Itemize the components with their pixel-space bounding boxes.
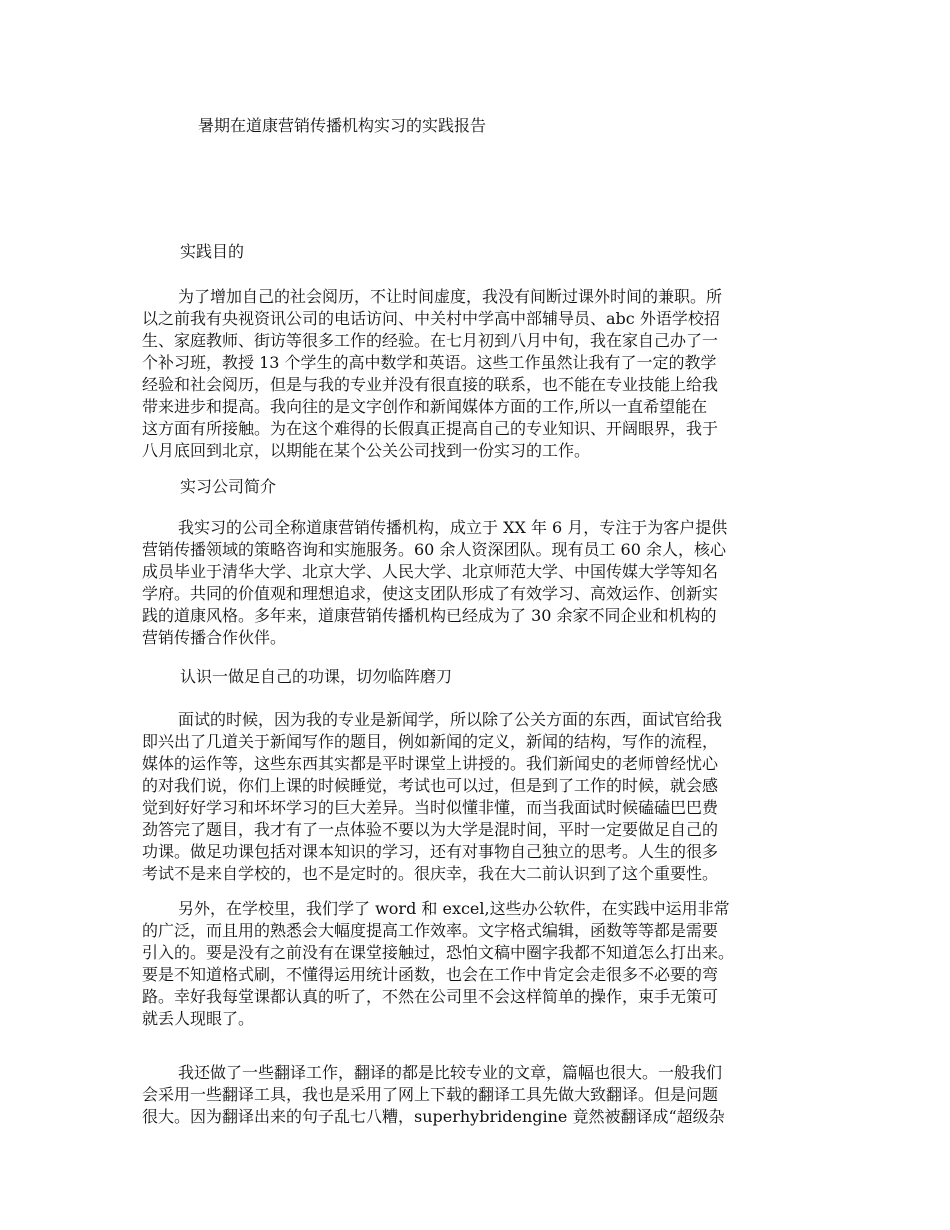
text-line: 另外，在学校里，我们学了 word 和 excel,这些办公软件，在实践中运用非常 [178, 899, 730, 918]
text-line: 带来进步和提高。我向往的是文字创作和新闻媒体方面的工作,所以一直希望能在 [142, 397, 708, 416]
paragraph-interview [142, 709, 812, 885]
text-line: 经验和社会阅历，但是与我的专业并没有很直接的联系，也不能在专业技能上给我 [142, 375, 719, 394]
text-line: 营销传播合作伙伴。 [142, 628, 287, 647]
text-line: 我实习的公司全称道康营销传播机构，成立于 XX 年 6 月，专注于为客户提供 [178, 518, 728, 537]
paragraph-company [142, 517, 812, 649]
paragraph-translation [142, 1062, 812, 1128]
text-line: 劲答完了题目，我才有了一点体验不要以为大学是混时间，平时一定要做足自己的 [142, 820, 719, 839]
text-line: 很大。因为翻译出来的句子乱七八糟，superhybridengine 竟然被翻译成“超级杂 [142, 1107, 725, 1126]
text-line: 以之前我有央视资讯公司的电话访问、中关村中学高中部辅导员、abc 外语学校招 [142, 309, 720, 328]
document-title: 暑期在道康营销传播机构实习的实践报告 [198, 116, 487, 135]
text-line: 营销传播领域的策略咨询和实施服务。60 余人资深团队。现有员工 60 余人，核心 [142, 540, 726, 559]
text-line: 要是不知道格式刷，不懂得运用统计函数，也会在工作中肯定会走很多不必要的弯 [142, 965, 719, 984]
text-line: 即兴出了几道关于新闻写作的题目，例如新闻的定义，新闻的结构，写作的流程， [142, 732, 719, 751]
text-line: 就丢人现眼了。 [142, 1009, 255, 1028]
text-line: 觉到好好学习和坏坏学习的巨大差异。当时似懂非懂，而当我面试时候磕磕巴巴费 [142, 798, 719, 817]
text-line: 面试的时候，因为我的专业是新闻学，所以除了公关方面的东西，面试官给我 [178, 710, 723, 729]
text-line: 媒体的运作等，这些东西其实都是平时课堂上讲授的。我们新闻史的老师曾经忧心 [142, 754, 719, 773]
text-line: 的广泛，而且用的熟悉会大幅度提高工作效率。文字格式编辑，函数等等都是需要 [142, 921, 719, 940]
text-line: 路。幸好我每堂课都认真的听了，不然在公司里不会这样简单的操作，束手无策可 [142, 987, 719, 1006]
paragraph-office-software [142, 898, 812, 1030]
text-line: 践的道康风格。多年来，道康营销传播机构已经成为了 30 余家不同企业和机构的 [142, 606, 717, 625]
text-line: 我还做了一些翻译工作，翻译的都是比较专业的文章，篇幅也很大。一般我们 [178, 1063, 723, 1082]
paragraph-purpose [142, 286, 812, 462]
text-line: 的对我们说，你们上课的时候睡觉，考试也可以过，但是到了工作的时候，就会感 [142, 776, 719, 795]
text-line: 个补习班，教授 13 个学生的高中数学和英语。这些工作虽然让我有了一定的教学 [142, 353, 717, 372]
text-line: 八月底回到北京，以期能在某个公关公司找到一份实习的工作。 [142, 441, 591, 460]
section-heading-company: 实习公司简介 [180, 477, 277, 496]
text-line: 学府。共同的价值观和理想追求，使这支团队形成了有效学习、高效运作、创新实 [142, 584, 719, 603]
section-heading-purpose: 实践目的 [180, 242, 245, 261]
text-line: 会采用一些翻译工具，我也是采用了网上下载的翻译工具先做大致翻译。但是问题 [142, 1085, 719, 1104]
text-line: 引入的。要是没有之前没有在课堂接触过，恐怕文稿中圈字我都不知道怎么打出来。 [142, 943, 735, 962]
text-line: 这方面有所接触。为在这个难得的长假真正提高自己的专业知识、开阔眼界，我于 [142, 419, 719, 438]
section-heading-preparation: 认识一做足自己的功课，切勿临阵磨刀 [180, 667, 453, 686]
text-line: 功课。做足功课包括对课本知识的学习，还有对事物自己独立的思考。人生的很多 [142, 842, 719, 861]
text-line: 为了增加自己的社会阅历，不让时间虚度，我没有间断过课外时间的兼职。所 [178, 287, 723, 306]
text-line: 考试不是来自学校的，也不是定时的。很庆幸，我在大二前认识到了这个重要性。 [142, 864, 719, 883]
text-line: 成员毕业于清华大学、北京大学、人民大学、北京师范大学、中国传媒大学等知名 [142, 562, 719, 581]
text-line: 生、家庭教师、街访等很多工作的经验。在七月初到八月中旬，我在家自己办了一 [142, 331, 719, 350]
